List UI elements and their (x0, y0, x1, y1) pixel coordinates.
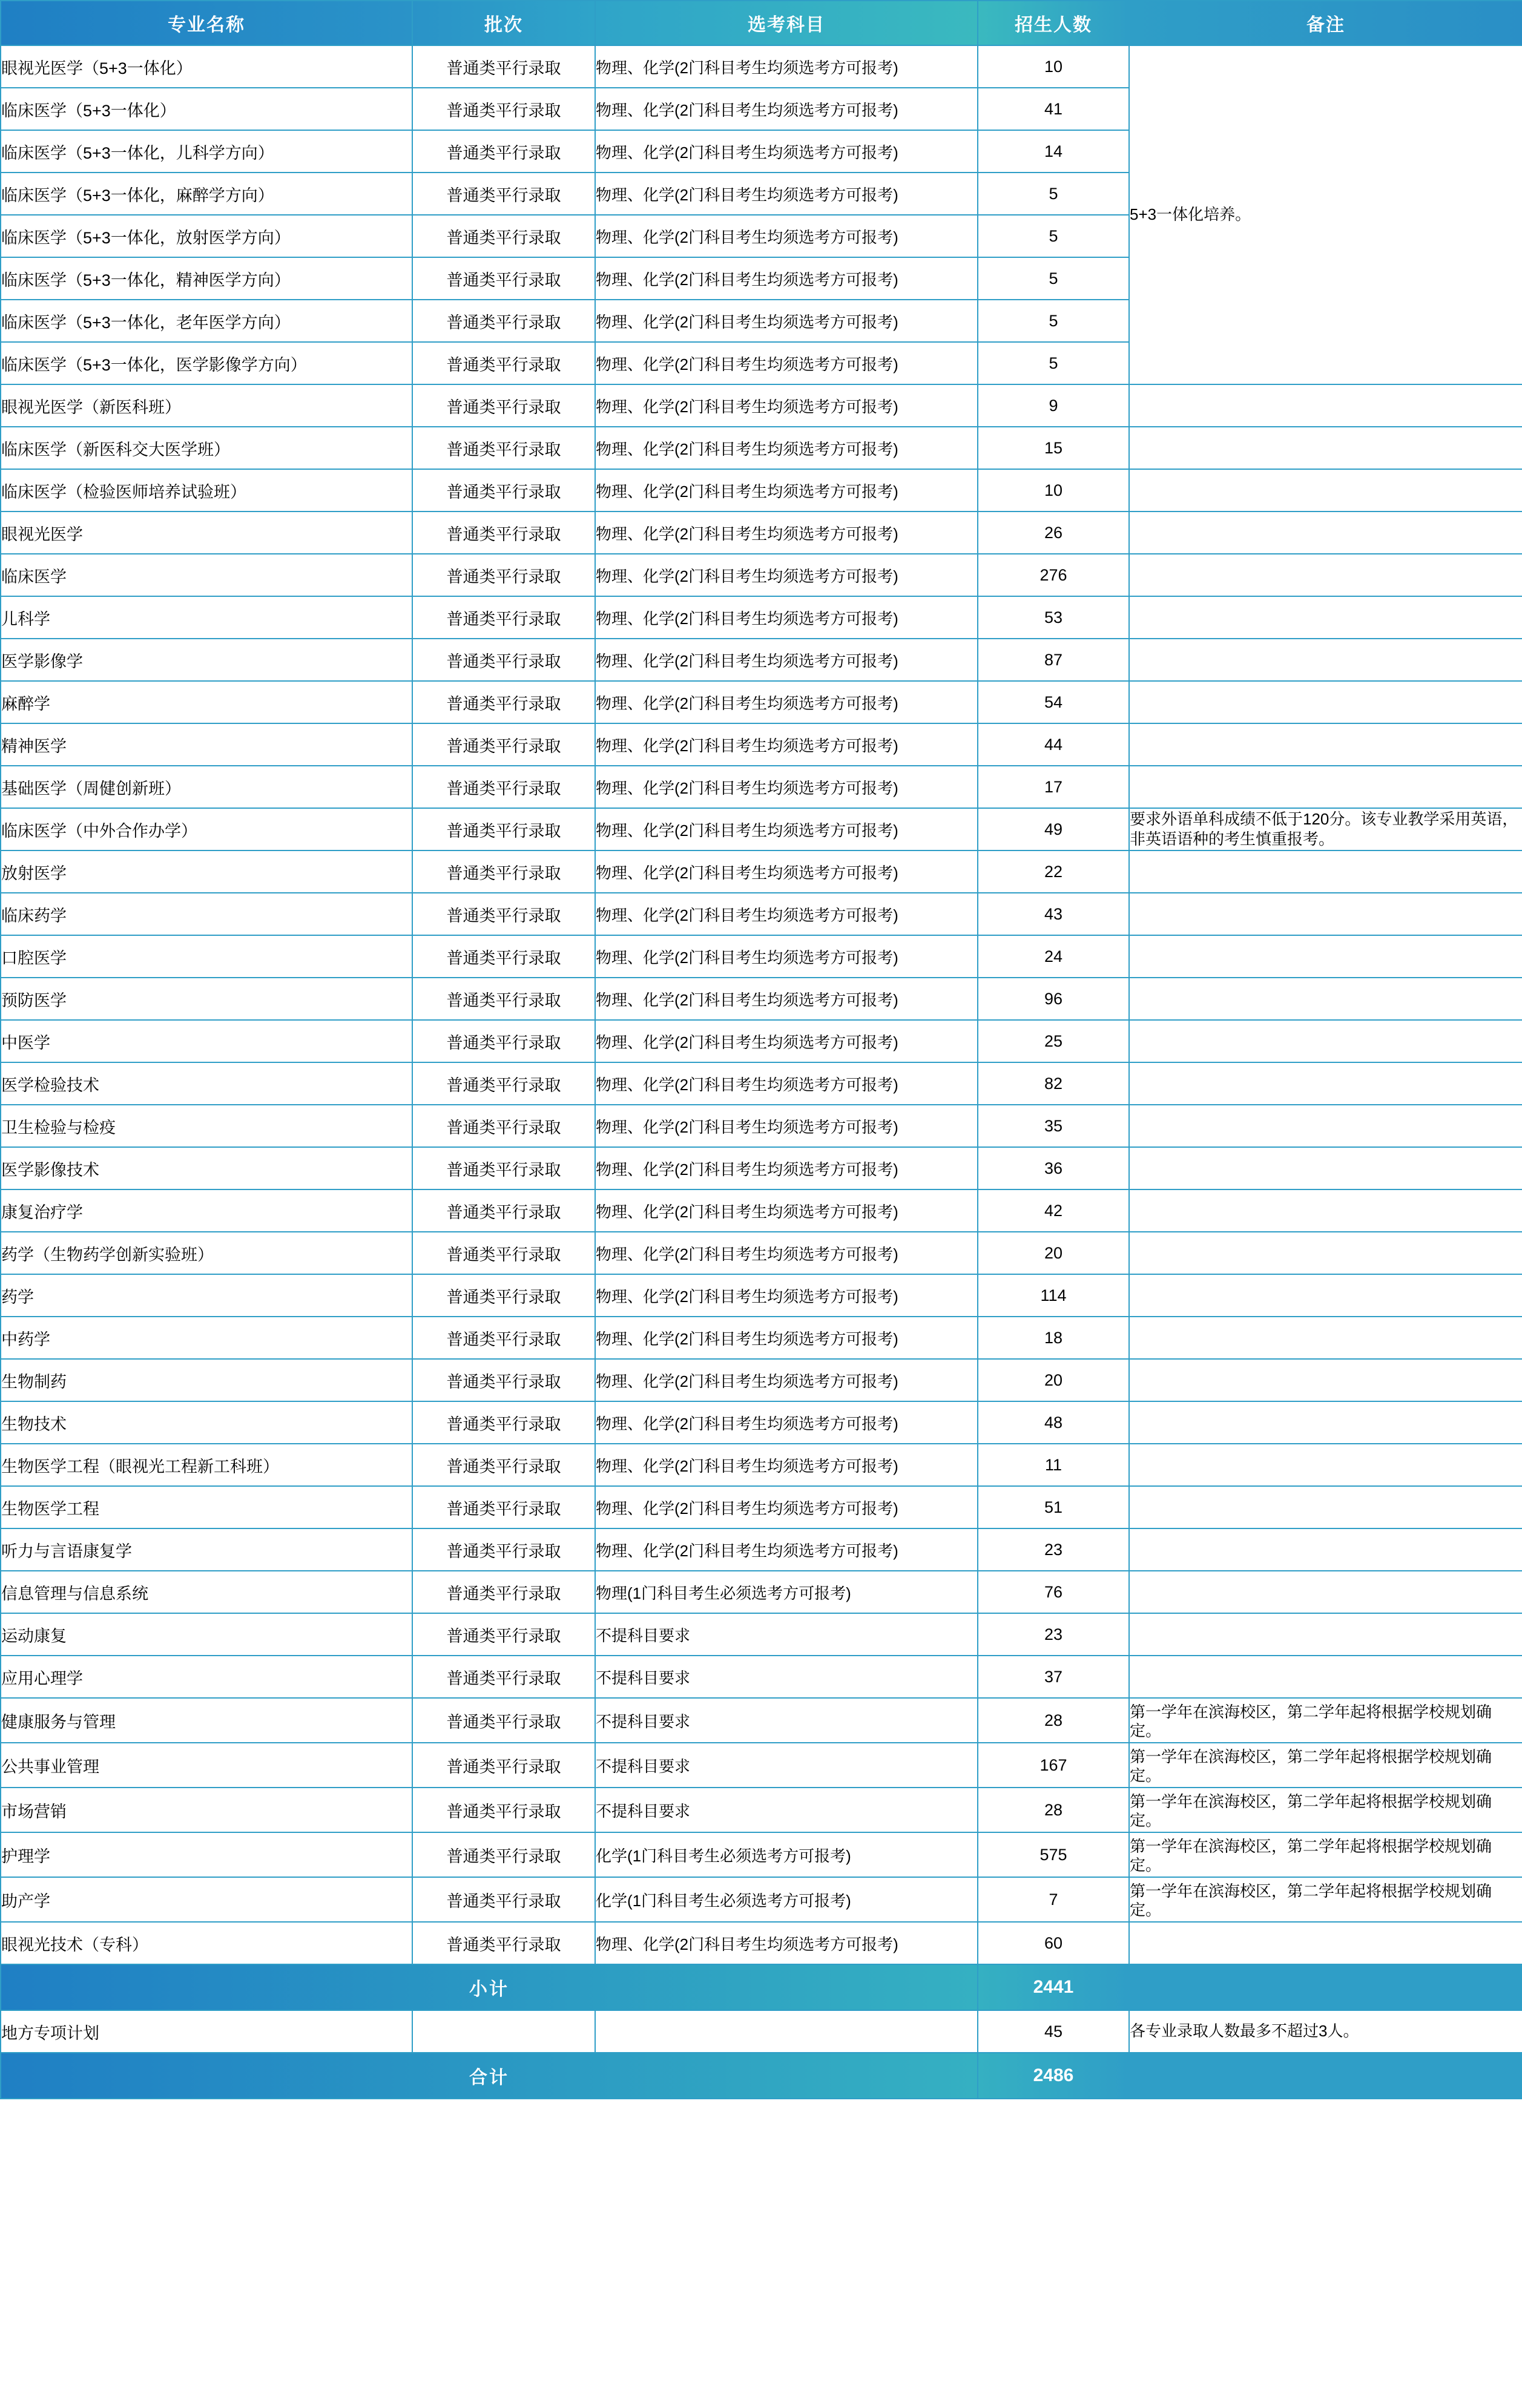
cell-major: 助产学 (1, 1877, 412, 1922)
local-plan-row (1, 2010, 1522, 2053)
cell-subject: 物理、化学(2门科目考生均须选考方可报考) (595, 808, 978, 850)
cell-count: 20 (978, 1359, 1129, 1401)
cell-major: 儿科学 (1, 596, 412, 639)
cell-subject: 物理、化学(2门科目考生均须选考方可报考) (595, 893, 978, 935)
cell-subject: 不提科目要求 (595, 1613, 978, 1656)
cell-subject: 物理、化学(2门科目考生均须选考方可报考) (595, 723, 978, 766)
cell-count: 51 (978, 1486, 1129, 1528)
cell-batch: 普通类平行录取 (412, 1062, 595, 1105)
table-header (1, 1, 1522, 45)
cell-batch: 普通类平行录取 (412, 1743, 595, 1788)
subtotal-label: 小计 (1, 1964, 978, 2010)
cell-remark (1129, 1401, 1522, 1444)
cell-count: 5 (978, 300, 1129, 342)
column-header-subject: 选考科目 (595, 1, 978, 45)
cell-batch: 普通类平行录取 (412, 342, 595, 384)
cell-major: 麻醉学 (1, 681, 412, 723)
cell-batch: 普通类平行录取 (412, 469, 595, 512)
cell-major: 药学 (1, 1274, 412, 1317)
table-row (1, 808, 1522, 850)
cell-major: 基础医学（周健创新班） (1, 766, 412, 808)
cell-subject: 物理、化学(2门科目考生均须选考方可报考) (595, 1105, 978, 1147)
cell-count: 28 (978, 1788, 1129, 1832)
cell-count: 45 (978, 2010, 1129, 2053)
cell-major: 临床医学（5+3一体化，儿科学方向） (1, 130, 412, 173)
cell-count: 41 (978, 88, 1129, 130)
cell-remark-binhai: 第一学年在滨海校区，第二学年起将根据学校规划确定。 (1129, 1832, 1522, 1877)
cell-major: 生物医学工程（眼视光工程新工科班） (1, 1444, 412, 1486)
cell-batch (412, 2010, 595, 2053)
table-row (1, 1189, 1522, 1232)
cell-batch: 普通类平行录取 (412, 596, 595, 639)
cell-count: 5 (978, 342, 1129, 384)
cell-batch: 普通类平行录取 (412, 1189, 595, 1232)
cell-major: 中药学 (1, 1317, 412, 1359)
cell-batch: 普通类平行录取 (412, 1359, 595, 1401)
cell-major: 公共事业管理 (1, 1743, 412, 1788)
cell-major: 临床医学（中外合作办学） (1, 808, 412, 850)
cell-count: 54 (978, 681, 1129, 723)
cell-subject: 物理、化学(2门科目考生均须选考方可报考) (595, 257, 978, 300)
cell-remark (1129, 893, 1522, 935)
column-header-count: 招生人数 (978, 1, 1129, 45)
cell-major: 应用心理学 (1, 1656, 412, 1698)
table-row (1, 1922, 1522, 1964)
cell-batch: 普通类平行录取 (412, 1656, 595, 1698)
cell-remark-sino-foreign: 要求外语单科成绩不低于120分。该专业教学采用英语，非英语语种的考生慎重报考。 (1129, 808, 1522, 850)
cell-remark (1129, 1317, 1522, 1359)
cell-remark (1129, 1613, 1522, 1656)
cell-batch: 普通类平行录取 (412, 1020, 595, 1062)
cell-subject: 物理、化学(2门科目考生均须选考方可报考) (595, 1020, 978, 1062)
cell-remark-binhai: 第一学年在滨海校区，第二学年起将根据学校规划确定。 (1129, 1743, 1522, 1788)
cell-count: 15 (978, 427, 1129, 469)
cell-count: 20 (978, 1232, 1129, 1274)
cell-major: 临床医学（新医科交大医学班） (1, 427, 412, 469)
cell-subject: 物理、化学(2门科目考生均须选考方可报考) (595, 384, 978, 427)
cell-subject: 物理、化学(2门科目考生均须选考方可报考) (595, 766, 978, 808)
cell-remark (1129, 1486, 1522, 1528)
cell-subject: 物理、化学(2门科目考生均须选考方可报考) (595, 639, 978, 681)
cell-count: 17 (978, 766, 1129, 808)
cell-batch: 普通类平行录取 (412, 88, 595, 130)
cell-subject: 物理、化学(2门科目考生均须选考方可报考) (595, 1317, 978, 1359)
cell-major: 临床医学（检验医师培养试验班） (1, 469, 412, 512)
cell-major: 市场营销 (1, 1788, 412, 1832)
cell-batch: 普通类平行录取 (412, 1571, 595, 1613)
cell-count: 276 (978, 554, 1129, 596)
cell-subject: 物理、化学(2门科目考生均须选考方可报考) (595, 300, 978, 342)
cell-subject: 物理、化学(2门科目考生均须选考方可报考) (595, 1528, 978, 1571)
table-row (1, 427, 1522, 469)
table-row (1, 893, 1522, 935)
cell-major: 信息管理与信息系统 (1, 1571, 412, 1613)
table-row (1, 45, 1522, 88)
table-body (1, 45, 1522, 2099)
cell-major: 中医学 (1, 1020, 412, 1062)
cell-batch: 普通类平行录取 (412, 1788, 595, 1832)
cell-count: 5 (978, 257, 1129, 300)
cell-remark-local-plan: 各专业录取人数最多不超过3人。 (1129, 2010, 1522, 2053)
cell-count: 35 (978, 1105, 1129, 1147)
cell-batch: 普通类平行录取 (412, 257, 595, 300)
cell-major: 临床医学（5+3一体化，放射医学方向） (1, 215, 412, 257)
header-row (1, 1, 1522, 45)
cell-remark (1129, 1656, 1522, 1698)
cell-major: 眼视光医学 (1, 512, 412, 554)
cell-count: 26 (978, 512, 1129, 554)
cell-remark (1129, 978, 1522, 1020)
cell-batch: 普通类平行录取 (412, 1698, 595, 1743)
cell-batch: 普通类平行录取 (412, 850, 595, 893)
table-row (1, 596, 1522, 639)
cell-subject: 物理、化学(2门科目考生均须选考方可报考) (595, 681, 978, 723)
cell-major: 精神医学 (1, 723, 412, 766)
cell-count: 37 (978, 1656, 1129, 1698)
cell-subject: 物理、化学(2门科目考生均须选考方可报考) (595, 215, 978, 257)
cell-batch: 普通类平行录取 (412, 1444, 595, 1486)
table-row (1, 1232, 1522, 1274)
cell-remark (1129, 1062, 1522, 1105)
table-row (1, 512, 1522, 554)
cell-remark (1129, 766, 1522, 808)
cell-subject: 物理、化学(2门科目考生均须选考方可报考) (595, 554, 978, 596)
cell-major: 预防医学 (1, 978, 412, 1020)
cell-count: 24 (978, 935, 1129, 978)
cell-batch: 普通类平行录取 (412, 1105, 595, 1147)
column-header-batch: 批次 (412, 1, 595, 45)
cell-batch: 普通类平行录取 (412, 215, 595, 257)
column-header-major: 专业名称 (1, 1, 412, 45)
cell-batch: 普通类平行录取 (412, 1486, 595, 1528)
cell-major: 眼视光技术（专科） (1, 1922, 412, 1964)
cell-count: 5 (978, 173, 1129, 215)
cell-count: 42 (978, 1189, 1129, 1232)
subtotal-value: 2441 (978, 1964, 1129, 2010)
cell-count: 575 (978, 1832, 1129, 1877)
cell-count: 44 (978, 723, 1129, 766)
cell-subject: 物理、化学(2门科目考生均须选考方可报考) (595, 88, 978, 130)
cell-remark (1129, 1274, 1522, 1317)
table-row (1, 1656, 1522, 1698)
table-row (1, 1317, 1522, 1359)
cell-major: 口腔医学 (1, 935, 412, 978)
table-row (1, 1877, 1522, 1922)
cell-batch: 普通类平行录取 (412, 681, 595, 723)
table-row (1, 1571, 1522, 1613)
cell-count: 9 (978, 384, 1129, 427)
cell-batch: 普通类平行录取 (412, 384, 595, 427)
cell-batch: 普通类平行录取 (412, 893, 595, 935)
cell-batch: 普通类平行录取 (412, 935, 595, 978)
cell-major: 眼视光医学（5+3一体化） (1, 45, 412, 88)
cell-count: 53 (978, 596, 1129, 639)
cell-subject: 物理、化学(2门科目考生均须选考方可报考) (595, 469, 978, 512)
cell-count: 36 (978, 1147, 1129, 1189)
cell-subject: 物理、化学(2门科目考生均须选考方可报考) (595, 512, 978, 554)
cell-major: 药学（生物药学创新实验班） (1, 1232, 412, 1274)
cell-major: 临床医学（5+3一体化） (1, 88, 412, 130)
table-row (1, 384, 1522, 427)
cell-subject: 物理、化学(2门科目考生均须选考方可报考) (595, 1401, 978, 1444)
cell-remark (1129, 1444, 1522, 1486)
cell-batch: 普通类平行录取 (412, 1274, 595, 1317)
cell-batch: 普通类平行录取 (412, 554, 595, 596)
table-row (1, 935, 1522, 978)
cell-count: 11 (978, 1444, 1129, 1486)
cell-subject: 物理、化学(2门科目考生均须选考方可报考) (595, 342, 978, 384)
cell-remark-binhai: 第一学年在滨海校区，第二学年起将根据学校规划确定。 (1129, 1877, 1522, 1922)
column-header-remark: 备注 (1129, 1, 1522, 45)
cell-remark-binhai: 第一学年在滨海校区，第二学年起将根据学校规划确定。 (1129, 1698, 1522, 1743)
table-row (1, 1147, 1522, 1189)
cell-subject: 不提科目要求 (595, 1788, 978, 1832)
table-row (1, 1105, 1522, 1147)
cell-remark (1129, 723, 1522, 766)
cell-batch: 普通类平行录取 (412, 1922, 595, 1964)
cell-major: 眼视光医学（新医科班） (1, 384, 412, 427)
cell-subject: 物理、化学(2门科目考生均须选考方可报考) (595, 1274, 978, 1317)
table-row (1, 1743, 1522, 1788)
cell-count: 10 (978, 469, 1129, 512)
cell-count: 22 (978, 850, 1129, 893)
cell-subject (595, 2010, 978, 2053)
cell-count: 60 (978, 1922, 1129, 1964)
cell-subject: 物理、化学(2门科目考生均须选考方可报考) (595, 130, 978, 173)
table-row (1, 1359, 1522, 1401)
cell-batch: 普通类平行录取 (412, 808, 595, 850)
cell-subject: 不提科目要求 (595, 1743, 978, 1788)
subtotal-remark (1129, 1964, 1522, 2010)
cell-remark-integrated: 5+3一体化培养。 (1129, 45, 1522, 384)
cell-major: 生物医学工程 (1, 1486, 412, 1528)
cell-count: 96 (978, 978, 1129, 1020)
cell-subject: 物理、化学(2门科目考生均须选考方可报考) (595, 1147, 978, 1189)
cell-remark (1129, 1105, 1522, 1147)
cell-major: 医学检验技术 (1, 1062, 412, 1105)
cell-subject: 化学(1门科目考生必须选考方可报考) (595, 1877, 978, 1922)
cell-major: 运动康复 (1, 1613, 412, 1656)
cell-remark (1129, 512, 1522, 554)
cell-count: 167 (978, 1743, 1129, 1788)
total-remark (1129, 2053, 1522, 2099)
cell-count: 7 (978, 1877, 1129, 1922)
cell-batch: 普通类平行录取 (412, 45, 595, 88)
cell-subject: 物理、化学(2门科目考生均须选考方可报考) (595, 935, 978, 978)
cell-subject: 化学(1门科目考生必须选考方可报考) (595, 1832, 978, 1877)
cell-subject: 物理、化学(2门科目考生均须选考方可报考) (595, 1486, 978, 1528)
table-row (1, 1788, 1522, 1832)
cell-batch: 普通类平行录取 (412, 1232, 595, 1274)
cell-batch: 普通类平行录取 (412, 1147, 595, 1189)
cell-subject: 物理、化学(2门科目考生均须选考方可报考) (595, 1232, 978, 1274)
cell-batch: 普通类平行录取 (412, 1317, 595, 1359)
cell-remark (1129, 681, 1522, 723)
table-row (1, 681, 1522, 723)
cell-remark (1129, 1528, 1522, 1571)
cell-batch: 普通类平行录取 (412, 978, 595, 1020)
table-row (1, 1444, 1522, 1486)
table-row (1, 1401, 1522, 1444)
cell-subject: 物理、化学(2门科目考生均须选考方可报考) (595, 427, 978, 469)
cell-count: 25 (978, 1020, 1129, 1062)
total-row (1, 2053, 1522, 2099)
table-row (1, 1062, 1522, 1105)
cell-batch: 普通类平行录取 (412, 130, 595, 173)
cell-remark (1129, 384, 1522, 427)
table-row (1, 1613, 1522, 1656)
cell-remark (1129, 554, 1522, 596)
cell-count: 43 (978, 893, 1129, 935)
cell-major: 临床药学 (1, 893, 412, 935)
cell-remark (1129, 639, 1522, 681)
cell-remark (1129, 935, 1522, 978)
cell-major: 临床医学（5+3一体化，医学影像学方向） (1, 342, 412, 384)
cell-batch: 普通类平行录取 (412, 1401, 595, 1444)
cell-count: 114 (978, 1274, 1129, 1317)
cell-major: 生物技术 (1, 1401, 412, 1444)
cell-remark (1129, 596, 1522, 639)
cell-major: 生物制药 (1, 1359, 412, 1401)
cell-subject: 不提科目要求 (595, 1656, 978, 1698)
table-row (1, 1832, 1522, 1877)
cell-count: 76 (978, 1571, 1129, 1613)
cell-count: 82 (978, 1062, 1129, 1105)
table-row (1, 639, 1522, 681)
cell-remark-binhai: 第一学年在滨海校区，第二学年起将根据学校规划确定。 (1129, 1788, 1522, 1832)
total-value: 2486 (978, 2053, 1129, 2099)
cell-subject: 物理、化学(2门科目考生均须选考方可报考) (595, 1444, 978, 1486)
cell-count: 23 (978, 1528, 1129, 1571)
table-row (1, 850, 1522, 893)
cell-major: 康复治疗学 (1, 1189, 412, 1232)
table-row (1, 554, 1522, 596)
cell-remark (1129, 469, 1522, 512)
cell-major: 听力与言语康复学 (1, 1528, 412, 1571)
cell-batch: 普通类平行录取 (412, 1832, 595, 1877)
cell-remark (1129, 1359, 1522, 1401)
cell-subject: 物理、化学(2门科目考生均须选考方可报考) (595, 173, 978, 215)
cell-batch: 普通类平行录取 (412, 1877, 595, 1922)
cell-major: 护理学 (1, 1832, 412, 1877)
cell-count: 10 (978, 45, 1129, 88)
cell-count: 28 (978, 1698, 1129, 1743)
cell-remark (1129, 1571, 1522, 1613)
cell-batch: 普通类平行录取 (412, 639, 595, 681)
table-row (1, 723, 1522, 766)
cell-count: 18 (978, 1317, 1129, 1359)
cell-major: 卫生检验与检疫 (1, 1105, 412, 1147)
cell-subject: 物理(1门科目考生必须选考方可报考) (595, 1571, 978, 1613)
table-row (1, 1274, 1522, 1317)
cell-subject: 不提科目要求 (595, 1698, 978, 1743)
cell-count: 5 (978, 215, 1129, 257)
cell-subject: 物理、化学(2门科目考生均须选考方可报考) (595, 596, 978, 639)
table-row (1, 1486, 1522, 1528)
cell-remark (1129, 427, 1522, 469)
cell-remark (1129, 1922, 1522, 1964)
cell-count: 14 (978, 130, 1129, 173)
cell-remark (1129, 1189, 1522, 1232)
cell-major: 临床医学（5+3一体化，老年医学方向） (1, 300, 412, 342)
cell-remark (1129, 850, 1522, 893)
table-row (1, 1698, 1522, 1743)
cell-subject: 物理、化学(2门科目考生均须选考方可报考) (595, 978, 978, 1020)
table-row (1, 1528, 1522, 1571)
cell-subject: 物理、化学(2门科目考生均须选考方可报考) (595, 1062, 978, 1105)
cell-major: 放射医学 (1, 850, 412, 893)
cell-major: 临床医学 (1, 554, 412, 596)
cell-subject: 物理、化学(2门科目考生均须选考方可报考) (595, 1189, 978, 1232)
cell-subject: 物理、化学(2门科目考生均须选考方可报考) (595, 850, 978, 893)
table-row (1, 469, 1522, 512)
cell-remark (1129, 1020, 1522, 1062)
table-row (1, 978, 1522, 1020)
cell-major: 医学影像技术 (1, 1147, 412, 1189)
cell-major: 地方专项计划 (1, 2010, 412, 2053)
cell-subject: 物理、化学(2门科目考生均须选考方可报考) (595, 45, 978, 88)
cell-batch: 普通类平行录取 (412, 512, 595, 554)
cell-count: 87 (978, 639, 1129, 681)
table-row (1, 1020, 1522, 1062)
cell-batch: 普通类平行录取 (412, 173, 595, 215)
cell-count: 48 (978, 1401, 1129, 1444)
cell-batch: 普通类平行录取 (412, 427, 595, 469)
cell-batch: 普通类平行录取 (412, 723, 595, 766)
subtotal-row (1, 1964, 1522, 2010)
cell-major: 医学影像学 (1, 639, 412, 681)
cell-count: 23 (978, 1613, 1129, 1656)
table-row (1, 766, 1522, 808)
cell-major: 临床医学（5+3一体化，精神医学方向） (1, 257, 412, 300)
cell-count: 49 (978, 808, 1129, 850)
cell-batch: 普通类平行录取 (412, 1613, 595, 1656)
cell-batch: 普通类平行录取 (412, 300, 595, 342)
cell-remark (1129, 1232, 1522, 1274)
cell-major: 临床医学（5+3一体化，麻醉学方向） (1, 173, 412, 215)
cell-batch: 普通类平行录取 (412, 766, 595, 808)
cell-batch: 普通类平行录取 (412, 1528, 595, 1571)
total-label: 合计 (1, 2053, 978, 2099)
cell-subject: 物理、化学(2门科目考生均须选考方可报考) (595, 1922, 978, 1964)
cell-remark (1129, 1147, 1522, 1189)
cell-subject: 物理、化学(2门科目考生均须选考方可报考) (595, 1359, 978, 1401)
cell-major: 健康服务与管理 (1, 1698, 412, 1743)
